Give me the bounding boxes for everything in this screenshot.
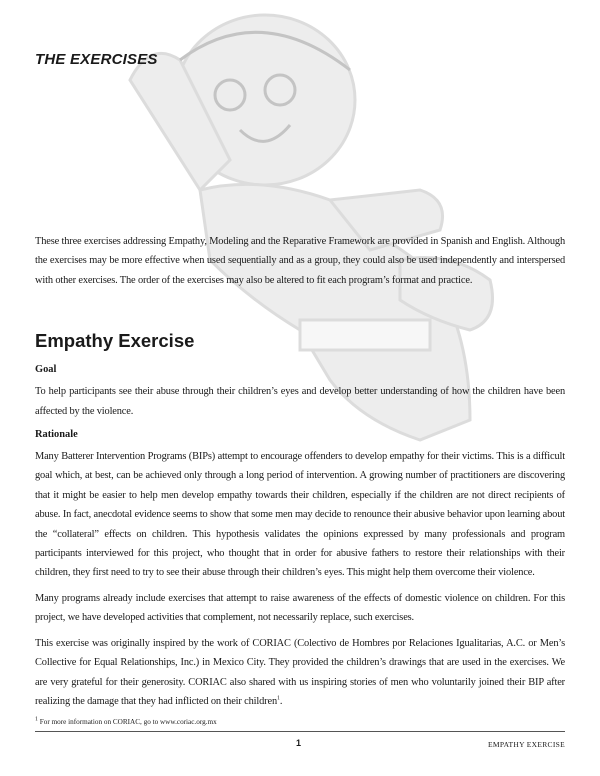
goal-paragraph: To help participants see their abuse through their children’s eyes and develop better understanding of how the children have been affected by the violence. <box>35 386 565 417</box>
footnote-text: For more information on CORIAC, go to www.coriac.org.mx <box>38 718 217 727</box>
rationale-paragraph-2: Many programs already include exercises that attempt to raise awareness of the effects of domestic violence on children. For this project, we have developed activities that complement, not necessarily replace, such exercises. <box>35 592 565 624</box>
exercise-title: Empathy Exercise <box>35 330 195 352</box>
rationale-heading: Rationale <box>35 429 78 441</box>
rationale-paragraph-1: Many Batterer Intervention Programs (BIPs) attempt to encourage offenders to develop empathy for their victims. This is a difficult goal which, at best, can be achieved only through a long period of intervention. A growing number of practitioners are discovering that it might be easier to help men develop empathy towards their children, especially if the children are not direct recipients of abuse. In fact, anecdotal evidence seems to show that some men may decide to renounce their abusive behavior upon learning about the “collateral” effects on children. This hypothesis validates the opinions expressed by many professionals and program participants interviewed for this project, who thought that in order for abusive fathers to restore their relationships with their children, they first need to try to see their abuse through their children’s eyes. This might help them overcome their violence. <box>35 451 565 579</box>
rationale-paragraph-3-text: This exercise was originally inspired by the work of CORIAC (Colectivo de Hombres por Relaciones Igualitarias, A.C. or Men’s Collective for Equal Relationships, Inc.) in Mexico City. They provided the children’s drawings that are used in the exercises. We are very grateful for their generosity. CORIAC also shared with us inspiring stories of men who voluntarily joined their BIP after realizing the damage that they had inflicted on their children <box>35 637 565 707</box>
footnote-reference: 1 <box>277 695 280 702</box>
rationale-paragraph-3-end: . <box>279 695 283 707</box>
running-head: EMPATHY EXERCISE <box>488 740 565 750</box>
rationale-paragraph-3 <box>35 634 565 712</box>
section-title: THE EXERCISES <box>35 51 158 68</box>
footer-rule <box>35 731 565 732</box>
footnote <box>35 717 565 727</box>
goal-heading: Goal <box>35 364 57 376</box>
intro-paragraph: These three exercises addressing Empathy, Modeling and the Reparative Framework are provided in Spanish and English. Although the exercises may be more effective when used sequentially and as a group, they could also be used independently and interspersed with other exercises. The order of the exercises may also be altered to fit each program’s format and practice. <box>35 236 565 286</box>
footnote-mark: 1 <box>35 716 38 723</box>
page-footer <box>35 738 565 752</box>
page-number: 1 <box>296 738 302 749</box>
